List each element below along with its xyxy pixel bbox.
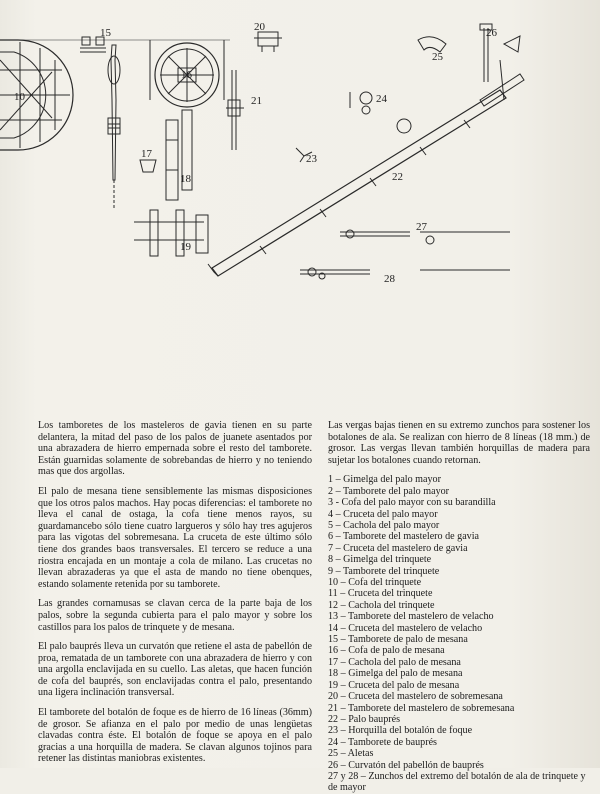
label-20: 20 [254, 21, 265, 33]
mizzen-mast-drawing [108, 45, 120, 210]
legend-item: 13 – Tamborete del mastelero de velacho [328, 611, 494, 623]
legend-item: 6 – Tamborete del mastelero de gavia [328, 531, 480, 543]
label-21: 21 [251, 95, 262, 107]
legend-item: 27 y 28 – Zunchos del extremo del botalón de ala de trinquete y de mayor [328, 770, 586, 794]
label-23: 23 [306, 153, 317, 165]
label-15: 15 [100, 27, 111, 39]
top-10-drawing [0, 40, 73, 150]
legend-item: 5 – Cachola del palo mayor [328, 520, 440, 531]
paragraph-mizzen-mast: El palo de mesana tiene sensiblemente las mismas disposiciones que los otros palos machos. Hay pocas diferencias: el tamborete no lleva el canal de ostaga, la cofa tiene menos rayos, su guardamancebo sólo tiene cuatro largueros y sólo hay tres agujeros para las vigotas del sobremesana. La cruceta de este último sólo tiene dos grandes baos transversales. El tercero se reduce a una riostra encajada en un montaje a cola de milano. Las crucetas no llevan abrazaderas ya que el asta de mando no tiene obenques, estando solamente retenida por su tamborete. [38, 485, 312, 590]
ring-drawing [397, 119, 411, 133]
legend-item: 17 – Cachola del palo de mesana [328, 656, 461, 668]
mast-head-15-drawing [80, 37, 106, 52]
legend-item: 22 – Palo bauprés [328, 713, 401, 725]
legend-item: 7 – Cruceta del mastelero de gavia [328, 542, 468, 554]
legend-item: 2 – Tamborete del palo mayor [328, 485, 450, 497]
legend-item: 24 – Tamborete de bauprés [328, 736, 437, 748]
legend-item: 16 – Cofa de palo de mesana [328, 645, 445, 657]
legend-item: 4 – Cruceta del palo mayor [328, 508, 438, 520]
paragraph-bowsprit: El palo bauprés lleva un curvatón que retiene el asta de pabellón de proa, rematada de un tamborete con una abrazadera de hierro y con una argolla enclavijada en su cuello. Las aletas, que hacen función de cofa del bauprés, son enclavijadas contra el palo, presentando una ligera inclinación transversal. [38, 641, 312, 699]
legend-item: 20 – Cruceta del mastelero de sobremesana [328, 691, 503, 703]
label-17: 17 [141, 148, 152, 160]
legend-item: 23 – Horquilla del botalón de foque [328, 725, 473, 737]
crosstree-20-drawing [254, 32, 282, 52]
paragraph-lower-yards: Las vergas bajas tienen en su extremo zunchos para sostener los botalones de ala. Se realizan con hierro de 8 líneas (18 mm.) de grosor. Las vergas llevan también horquillas de madera para sujetar los botalones cuando retornan. [328, 420, 590, 466]
legend-item: 8 – Gimelga del trinquete [328, 554, 432, 566]
legend-item: 19 – Cruceta del palo de mesana [328, 679, 460, 691]
yard-ends-27-28-drawing [300, 230, 510, 279]
crosstree-19-drawing [134, 210, 208, 256]
figure-legend [328, 474, 590, 793]
legend-item: 15 – Tamborete de palo de mesana [328, 634, 468, 646]
legend-item: 14 – Cruceta del mastelero de velacho [328, 622, 483, 634]
label-25: 25 [432, 51, 443, 63]
legend-item: 9 – Tamborete del trinquete [328, 565, 440, 577]
label-18: 18 [180, 173, 191, 185]
legend-item: 1 – Gimelga del palo mayor [328, 474, 441, 486]
label-26: 26 [486, 27, 497, 39]
topmast-21-drawing [226, 70, 244, 150]
label-27: 27 [416, 221, 427, 233]
legend-item: 21 – Tamborete del mastelero de sobremesana [328, 702, 515, 714]
cheeks-25-drawing [418, 37, 446, 52]
paragraph-topmast-caps: Los tamboretes de los masteleros de gavia tienen en su parte delantera, la mitad del paso de los palos de juanete asentados por una abrazadera de hierro empernada sobre el resto del tamborete. Están guarnidas solamente de sobrebandas de hierro y no teniendo mas que dos argollas. [38, 420, 312, 478]
label-16: 16 [181, 69, 192, 81]
legend-item: 26 – Curvatón del pabellón de bauprés [328, 759, 484, 771]
legend-item: 3 - Cofa del palo mayor con su barandilla [328, 497, 496, 509]
right-text-column [328, 420, 590, 794]
rigging-plan-drawing [0, 0, 600, 300]
label-22: 22 [392, 171, 403, 183]
legend-item: 10 – Cofa del trinquete [328, 577, 422, 589]
legend-item: 12 – Cachola del trinquete [328, 599, 435, 611]
left-text-column [38, 420, 312, 773]
label-24: 24 [376, 93, 387, 105]
label-19: 19 [180, 241, 191, 253]
cap-24-drawing [350, 92, 372, 114]
paragraph-jibboom-cap: El tamborete del botalón de foque es de hierro de 16 líneas (36mm) de grosor. Se afianza en el palo por medio de unas lengüetas clavadas contra éste. El botalón de foque se apoya en el palo gracias a una horquilla de madera. Se clavan algunos tojinos para retener las distintas maniobras existentes. [38, 707, 312, 765]
legend-item: 11 – Cruceta del trinquete [328, 588, 433, 600]
label-10: 10 [14, 91, 25, 103]
legend-item: 18 – Gimelga del palo de mesana [328, 668, 463, 680]
label-28: 28 [384, 273, 395, 285]
paragraph-cleats: Las grandes cornamusas se clavan cerca de la parte baja de los palos, sobre la segunda cubierta para el palo mayor y sobre los castillos para los palos de trinquete y de mesana. [38, 598, 312, 633]
legend-item: 25 – Aletas [328, 748, 374, 760]
